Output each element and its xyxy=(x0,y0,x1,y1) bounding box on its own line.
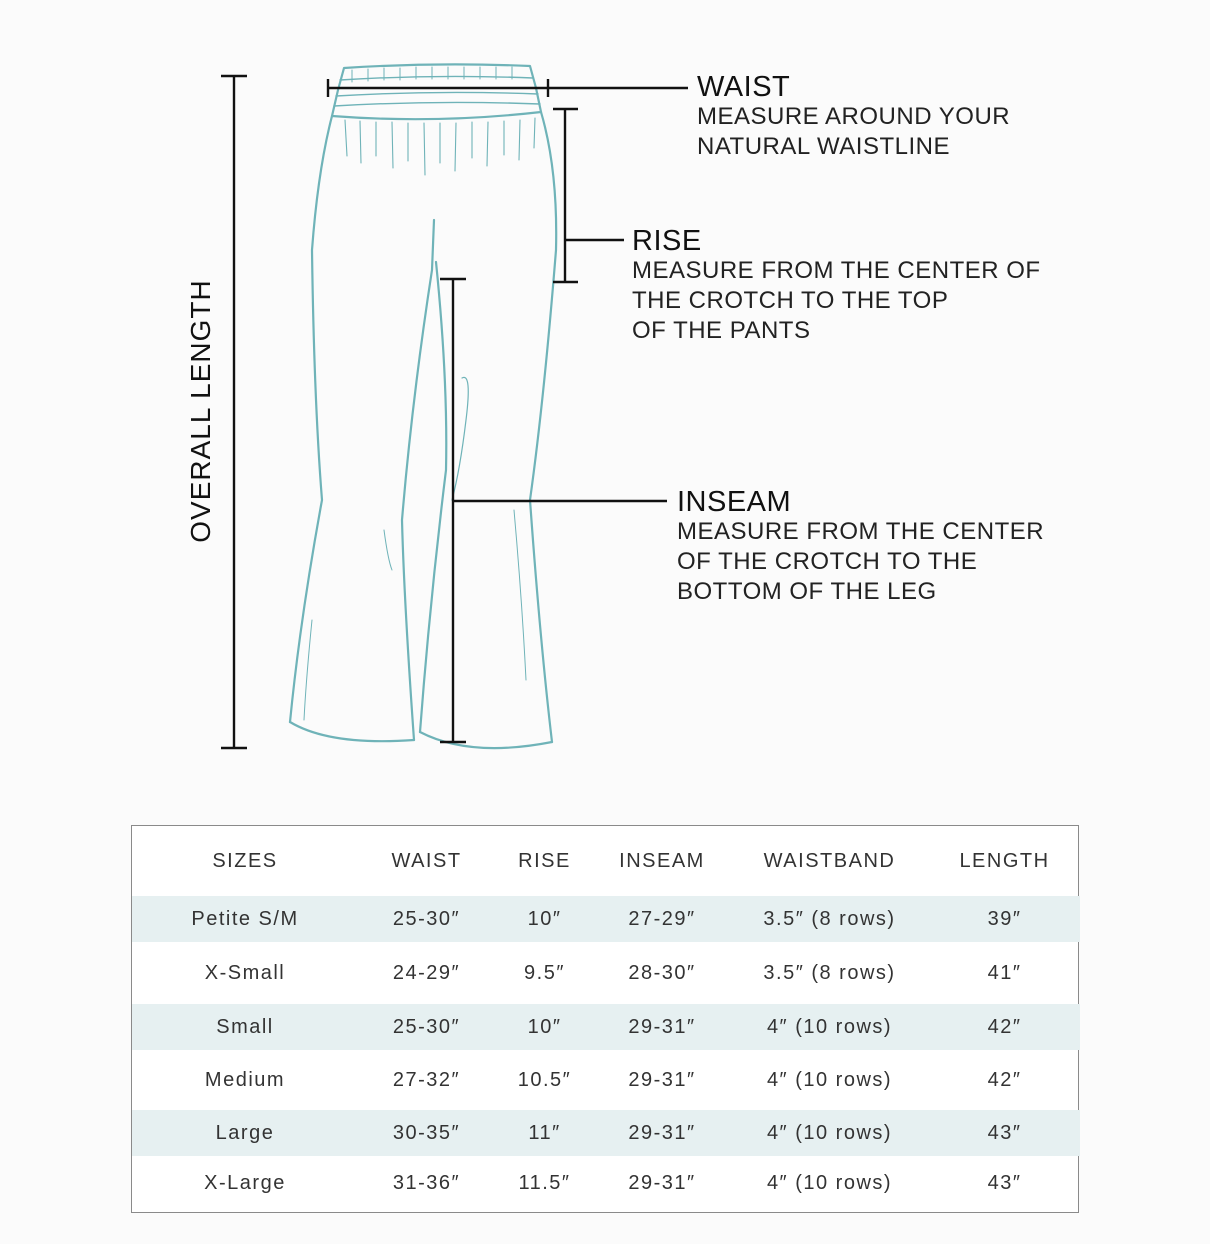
pants-outline xyxy=(290,64,556,748)
overall-length-label: OVERALL LENGTH xyxy=(185,279,216,543)
header-inseam: INSEAM xyxy=(619,849,705,872)
cell-inseam: 29-31″ xyxy=(594,1110,730,1156)
cell-size: Medium xyxy=(204,1068,286,1091)
table-row xyxy=(132,1050,1080,1110)
cell-inseam: 29-31″ xyxy=(594,1004,730,1050)
inseam-desc-line: OF THE CROTCH TO THE xyxy=(677,548,978,575)
table-row xyxy=(132,1110,1080,1156)
cell-size: Small xyxy=(132,1004,358,1050)
cell-waistband: 3.5″ (8 rows) xyxy=(730,896,929,942)
cell-waist: 30-35″ xyxy=(358,1110,495,1156)
rise-desc-line: MEASURE FROM THE CENTER OF xyxy=(632,257,1041,284)
header-sizes: SIZES xyxy=(212,849,278,872)
cell-waist: 25-30″ xyxy=(358,1004,495,1050)
cell-rise: 10″ xyxy=(495,1004,594,1050)
cell-size: X-Small xyxy=(204,961,286,984)
cell-inseam: 27-29″ xyxy=(594,896,730,942)
cell-waist: 25-30″ xyxy=(358,896,495,942)
table-row xyxy=(132,1156,1080,1210)
size-table xyxy=(132,826,1080,1210)
rise-desc-line: OF THE PANTS xyxy=(632,317,811,344)
header-length: LENGTH xyxy=(959,849,1050,872)
cell-length: 42″ xyxy=(987,1068,1022,1091)
cell-inseam: 29-31″ xyxy=(628,1068,696,1091)
cell-rise: 10.5″ xyxy=(517,1068,572,1091)
cell-size: Petite S/M xyxy=(132,896,358,942)
header-rise: RISE xyxy=(518,849,571,872)
cell-length: 41″ xyxy=(987,961,1022,984)
table-row xyxy=(132,1004,1080,1050)
header-waist: WAIST xyxy=(391,849,462,872)
cell-waistband: 4″ (10 rows) xyxy=(730,1110,929,1156)
table-row xyxy=(132,942,1080,1004)
inseam-title: INSEAM xyxy=(677,486,792,518)
cell-size: X-Large xyxy=(204,1171,286,1194)
cell-waistband: 4″ (10 rows) xyxy=(766,1068,893,1091)
cell-waist: 27-32″ xyxy=(392,1068,461,1091)
cell-length: 43″ xyxy=(929,1110,1080,1156)
waist-title: WAIST xyxy=(697,71,791,103)
cell-waistband: 4″ (10 rows) xyxy=(766,1171,893,1194)
cell-inseam: 29-31″ xyxy=(628,1171,696,1194)
cell-rise: 10″ xyxy=(495,896,594,942)
cell-waist: 31-36″ xyxy=(392,1171,461,1194)
waist-desc-line: MEASURE AROUND YOUR xyxy=(697,103,1011,130)
rise-desc-line: THE CROTCH TO THE TOP xyxy=(632,287,949,314)
waist-callout xyxy=(697,72,1010,162)
cell-size: Large xyxy=(132,1110,358,1156)
cell-rise: 11″ xyxy=(495,1110,594,1156)
table-row xyxy=(132,896,1080,942)
cell-waistband: 4″ (10 rows) xyxy=(730,1004,929,1050)
inseam-desc-line: BOTTOM OF THE LEG xyxy=(677,578,937,605)
rise-title: RISE xyxy=(632,225,702,257)
cell-waist: 24-29″ xyxy=(392,961,461,984)
header-waistband: WAISTBAND xyxy=(763,849,896,872)
cell-inseam: 28-30″ xyxy=(628,961,696,984)
cell-waistband: 3.5″ (8 rows) xyxy=(763,961,896,984)
waist-desc-line: NATURAL WAISTLINE xyxy=(697,133,950,160)
cell-length: 39″ xyxy=(929,896,1080,942)
cell-length: 42″ xyxy=(929,1004,1080,1050)
size-chart-table xyxy=(131,825,1079,1213)
measurement-lines xyxy=(221,76,688,748)
inseam-callout xyxy=(677,487,1044,607)
rise-callout xyxy=(632,226,1041,346)
table-header-row xyxy=(132,826,1080,896)
inseam-desc-line: MEASURE FROM THE CENTER xyxy=(677,518,1045,545)
cell-length: 43″ xyxy=(987,1171,1022,1194)
cell-rise: 11.5″ xyxy=(518,1171,571,1194)
cell-rise: 9.5″ xyxy=(524,961,565,984)
